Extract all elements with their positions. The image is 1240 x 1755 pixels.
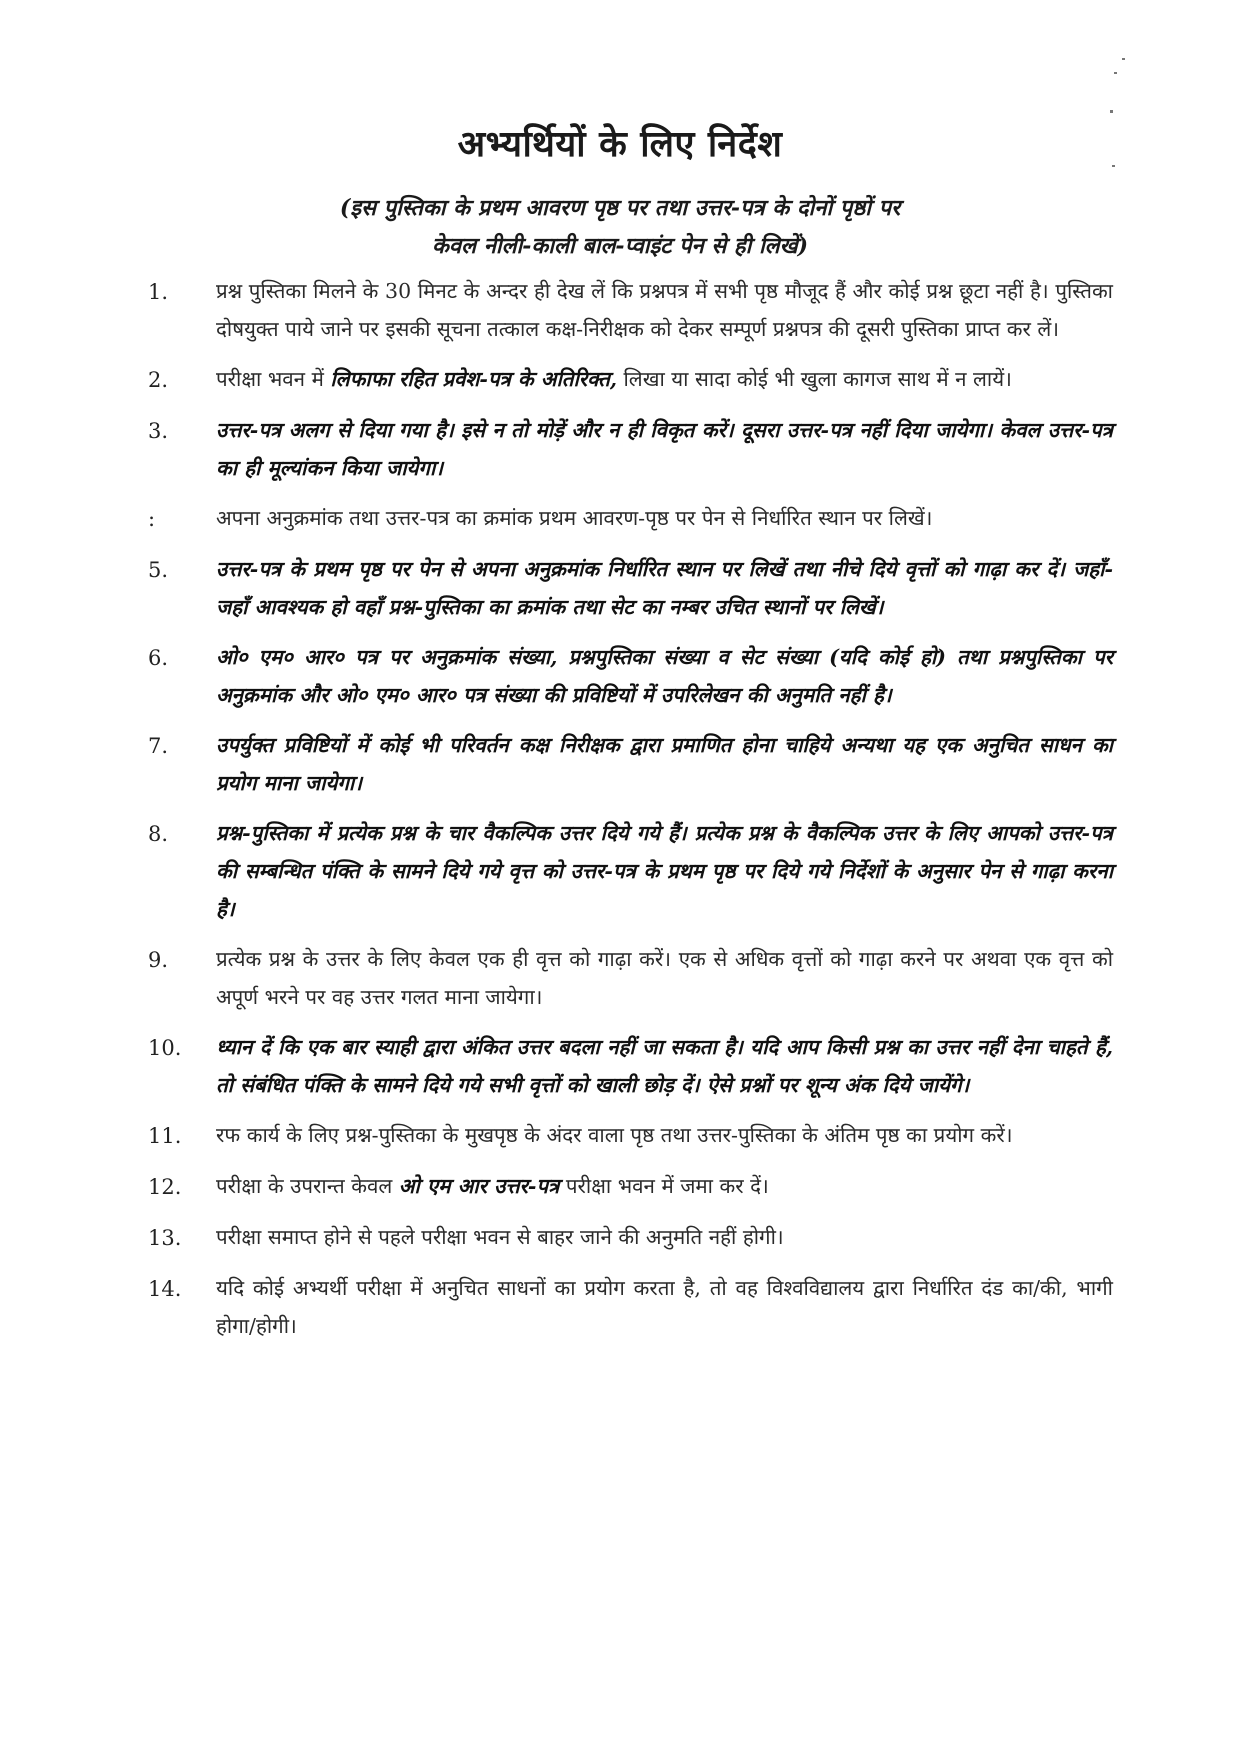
scan-speck (1114, 72, 1117, 74)
instruction-text: उत्तर-पत्र के प्रथम पृष्ठ पर पेन से अपना अनुक्रमांक निर्धारित स्थान पर लिखें तथा नीचे दिये वृत्तों को गाढ़ा कर दें। जहाँ-जहाँ आवश्यक हो वहाँ प्रश्न-पुस्तिका का क्रमांक तथा सेट का नम्बर उचित स्थानों पर लिखें। (216, 557, 1113, 619)
instruction-number: 1. (148, 280, 169, 304)
instruction-text: प्रश्न-पुस्तिका में प्रत्येक प्रश्न के चार वैकल्पिक उत्तर दिये गये हैं। प्रत्येक प्रश्न के वैकल्पिक उत्तर के लिए आपको उत्तर-पत्र की सम्बन्धित पंक्ति के सामने दिये गये वृत्त को उत्तर-पत्र के प्रथम पृष्ठ पर दिये गये निर्देशों के अनुसार पेन से गाढ़ा करना है। (216, 821, 1113, 921)
instruction-text: परीक्षा समाप्त होने से पहले परीक्षा भवन से बाहर जाने की अनुमति नहीं होगी। (216, 1225, 784, 1249)
instruction-item-13 (148, 1218, 1113, 1257)
instruction-text-part: परीक्षा के उपरान्त केवल (216, 1174, 399, 1198)
instruction-number: 9. (148, 948, 169, 972)
instruction-text: रफ कार्य के लिए प्रश्न-पुस्तिका के मुखपृष्ठ के अंदर वाला पृष्ठ तथा उत्तर-पुस्तिका के अंतिम पृष्ठ का प्रयोग करें। (216, 1123, 1013, 1147)
instruction-item-14 (148, 1269, 1113, 1345)
instruction-number: : (148, 507, 156, 531)
instruction-text-part: लिखा या सादा कोई भी खुला कागज साथ में न लायें। (616, 367, 1012, 391)
instruction-number: 2. (148, 368, 169, 392)
instruction-text (216, 1167, 1113, 1205)
instruction-list (148, 272, 1113, 1357)
instruction-item-12 (148, 1167, 1113, 1206)
instruction-number: 10. (148, 1036, 182, 1060)
instruction-emphasis: ओ एम आर उत्तर-पत्र (398, 1174, 560, 1198)
instruction-text: प्रश्न पुस्तिका मिलने के 30 मिनट के अन्दर ही देख लें कि प्रश्नपत्र में सभी पृष्ठ मौजूद हैं और कोई प्रश्न छूटा नहीं है। पुस्तिका दोषयुक्त पाये जाने पर इसकी सूचना तत्काल कक्ष-निरीक्षक को देकर सम्पूर्ण प्रश्नपत्र की दूसरी पुस्तिका प्राप्त कर लें। (216, 279, 1113, 341)
instruction-item-8 (148, 814, 1113, 928)
instruction-text: अपना अनुक्रमांक तथा उत्तर-पत्र का क्रमांक प्रथम आवरण-पृष्ठ पर पेन से निर्धारित स्थान पर लिखें। (216, 506, 933, 530)
instruction-text: ध्यान दें कि एक बार स्याही द्वारा अंकित उत्तर बदला नहीं जा सकता है। यदि आप किसी प्रश्न का उत्तर नहीं देना चाहते हैं, तो संबंधित पंक्ति के सामने दिये गये सभी वृत्तों को खाली छोड़ दें। ऐसे प्रश्नों पर शून्य अंक दिये जायेंगे। (216, 1035, 1113, 1097)
instruction-number: 8. (148, 822, 169, 846)
instruction-item-4 (148, 499, 1113, 538)
instruction-text: प्रत्येक प्रश्न के उत्तर के लिए केवल एक ही वृत्त को गाढ़ा करें। एक से अधिक वृत्तों को गाढ़ा करने पर अथवा एक वृत्त को अपूर्ण भरने पर वह उत्तर गलत माना जायेगा। (216, 947, 1113, 1009)
instruction-text (216, 360, 1113, 398)
instruction-item-7 (148, 726, 1113, 802)
instruction-number: 11. (148, 1124, 182, 1148)
instruction-item-2 (148, 360, 1113, 399)
instruction-number: 3. (148, 419, 169, 443)
instruction-item-6 (148, 638, 1113, 714)
instruction-text: उत्तर-पत्र अलग से दिया गया है। इसे न तो मोड़ें और न ही विकृत करें। दूसरा उत्तर-पत्र नहीं दिया जायेगा। केवल उत्तर-पत्र का ही मूल्यांकन किया जायेगा। (216, 418, 1113, 480)
instruction-number: 6. (148, 646, 169, 670)
instruction-text: यदि कोई अभ्यर्थी परीक्षा में अनुचित साधनों का प्रयोग करता है, तो वह विश्वविद्यालय द्वारा निर्धारित दंड का/की, भागी होगा/होगी। (216, 1276, 1113, 1338)
instruction-text-part: परीक्षा भवन में (216, 367, 331, 391)
instruction-text-part: परीक्षा भवन में जमा कर दें। (559, 1174, 769, 1198)
instruction-number: 14. (148, 1277, 182, 1301)
instruction-number: 13. (148, 1226, 182, 1250)
instruction-item-11 (148, 1116, 1113, 1155)
instruction-item-1 (148, 272, 1113, 348)
page-title: अभ्यर्थियों के लिए निर्देश (457, 123, 783, 165)
instruction-number: 12. (148, 1175, 182, 1199)
instruction-text: ओ० एम० आर० पत्र पर अनुक्रमांक संख्या, प्रश्नपुस्तिका संख्या व सेट संख्या (यदि कोई हो) तथा प्रश्नपुस्तिका पर अनुक्रमांक और ओ० एम० आर० पत्र संख्या की प्रविष्टियों में उपरिलेखन की अनुमति नहीं है। (216, 645, 1113, 707)
scan-speck (1122, 58, 1125, 60)
page-subtitle-line-2: केवल नीली-काली बाल-प्वाइंट पेन से ही लिखें) (432, 233, 808, 259)
scan-speck (1110, 110, 1113, 113)
instruction-number: 5. (148, 558, 169, 582)
instruction-item-5 (148, 550, 1113, 626)
instruction-emphasis: लिफाफा रहित प्रवेश-पत्र के अतिरिक्त, (330, 367, 617, 391)
instruction-item-10 (148, 1028, 1113, 1104)
page-subtitle-line-1: (इस पुस्तिका के प्रथम आवरण पृष्ठ पर तथा उत्तर-पत्र के दोनों पृष्ठों पर (339, 195, 901, 221)
instruction-item-3 (148, 411, 1113, 487)
instruction-item-9 (148, 940, 1113, 1016)
instruction-number: 7. (148, 734, 169, 758)
instruction-text: उपर्युक्त प्रविष्टियों में कोई भी परिवर्तन कक्ष निरीक्षक द्वारा प्रमाणित होना चाहिये अन्यथा यह एक अनुचित साधन का प्रयोग माना जायेगा। (216, 733, 1113, 795)
